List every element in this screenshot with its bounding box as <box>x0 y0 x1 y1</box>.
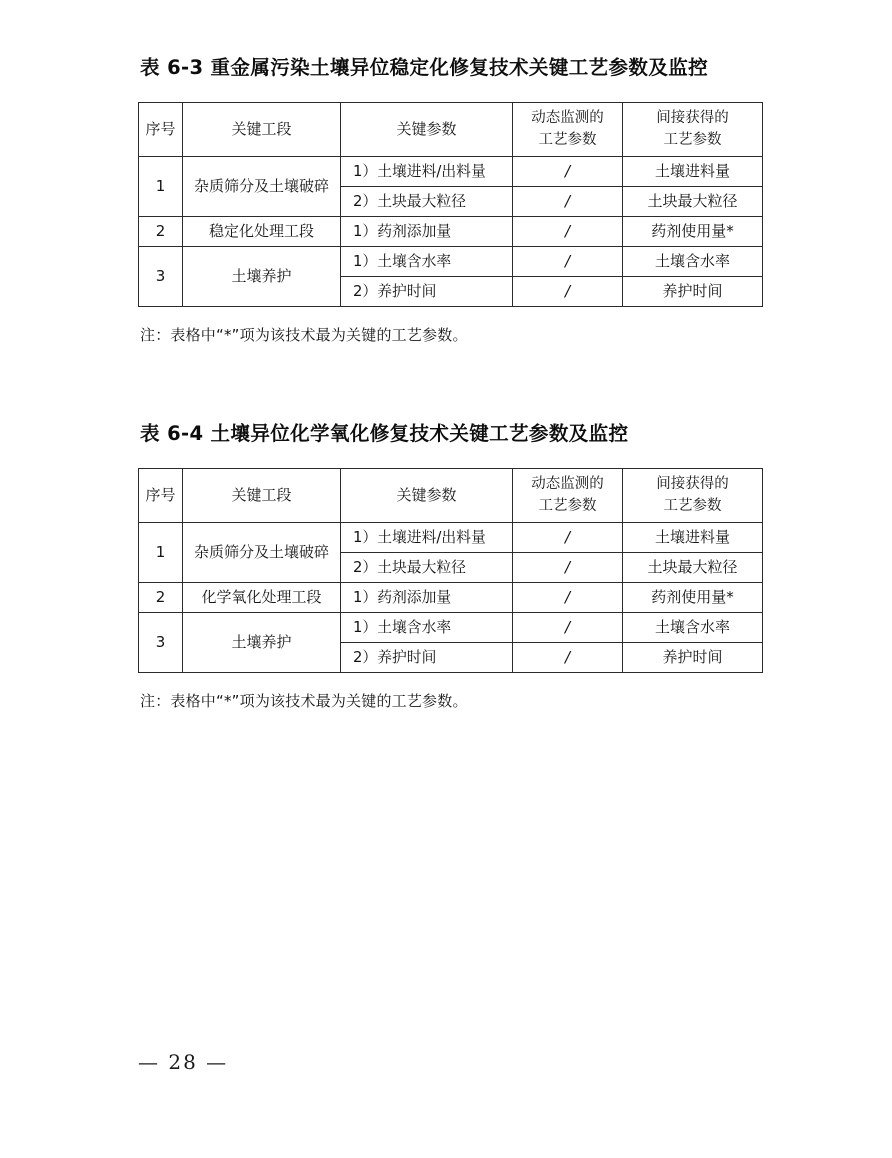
cell-indirect: 土块最大粒径 <box>623 553 763 583</box>
cell-no: 3 <box>139 247 183 307</box>
cell-param: 1）土壤含水率 <box>341 247 513 277</box>
table-header-row <box>139 103 763 157</box>
cell-dynamic: / <box>513 157 623 187</box>
column-header-dynamic-line1: 动态监测的 <box>531 476 604 493</box>
table-row <box>139 247 763 277</box>
column-header-indirect-line2: 工艺参数 <box>663 497 722 514</box>
cell-param: 1）土壤含水率 <box>341 613 513 643</box>
table-caption-6-3 <box>140 52 762 80</box>
cell-indirect: 土壤含水率 <box>623 247 763 277</box>
cell-no: 2 <box>139 583 183 613</box>
table-block-6-3 <box>138 52 762 360</box>
cell-param: 2）养护时间 <box>341 277 513 307</box>
cell-stage: 杂质筛分及土壤破碎 <box>183 523 341 583</box>
column-header-indirect <box>623 469 763 523</box>
cell-no: 2 <box>139 217 183 247</box>
cell-param: 2）养护时间 <box>341 643 513 673</box>
column-header-param: 关键参数 <box>341 469 513 523</box>
table-caption-number: 表 6-4 <box>140 422 204 445</box>
parameter-table-6-3 <box>138 102 763 307</box>
cell-dynamic: / <box>513 583 623 613</box>
cell-indirect: 土壤进料量 <box>623 157 763 187</box>
cell-stage: 化学氧化处理工段 <box>183 583 341 613</box>
cell-no: 1 <box>139 523 183 583</box>
column-header-stage: 关键工段 <box>183 469 341 523</box>
cell-stage: 杂质筛分及土壤破碎 <box>183 157 341 217</box>
table-row <box>139 583 763 613</box>
cell-dynamic: / <box>513 277 623 307</box>
cell-dynamic: / <box>513 247 623 277</box>
cell-param: 1）药剂添加量 <box>341 583 513 613</box>
column-header-param: 关键参数 <box>341 103 513 157</box>
column-header-dynamic <box>513 103 623 157</box>
table-body <box>139 157 763 307</box>
table-header <box>139 103 763 157</box>
cell-dynamic: / <box>513 187 623 217</box>
cell-param: 1）土壤进料/出料量 <box>341 157 513 187</box>
table-row <box>139 217 763 247</box>
cell-indirect: 养护时间 <box>623 277 763 307</box>
table-caption-number: 表 6-3 <box>140 56 204 79</box>
cell-param: 2）土块最大粒径 <box>341 187 513 217</box>
table-caption-title: 土壤异位化学氧化修复技术关键工艺参数及监控 <box>210 422 629 445</box>
cell-indirect: 药剂使用量* <box>623 583 763 613</box>
column-header-dynamic-line2: 工艺参数 <box>538 131 597 148</box>
cell-indirect: 养护时间 <box>623 643 763 673</box>
cell-indirect: 土壤含水率 <box>623 613 763 643</box>
cell-dynamic: / <box>513 643 623 673</box>
table-row <box>139 613 763 643</box>
cell-stage: 土壤养护 <box>183 613 341 673</box>
column-header-dynamic <box>513 469 623 523</box>
table-row <box>139 157 763 187</box>
table-note-6-4: 注：表格中“*”项为该技术最为关键的工艺参数。 <box>140 692 468 710</box>
cell-dynamic: / <box>513 613 623 643</box>
column-header-indirect-line1: 间接获得的 <box>656 110 729 127</box>
cell-dynamic: / <box>513 217 623 247</box>
page-number: — 28 — <box>138 1050 229 1074</box>
column-header-dynamic-line1: 动态监测的 <box>531 110 604 127</box>
table-note-6-3: 注：表格中“*”项为该技术最为关键的工艺参数。 <box>140 326 468 344</box>
table-caption-6-4 <box>140 418 762 446</box>
column-header-stage: 关键工段 <box>183 103 341 157</box>
column-header-no: 序号 <box>139 103 183 157</box>
table-header <box>139 469 763 523</box>
cell-no: 1 <box>139 157 183 217</box>
cell-indirect: 土块最大粒径 <box>623 187 763 217</box>
column-header-indirect-line2: 工艺参数 <box>663 131 722 148</box>
cell-stage: 稳定化处理工段 <box>183 217 341 247</box>
cell-param: 1）土壤进料/出料量 <box>341 523 513 553</box>
cell-stage: 土壤养护 <box>183 247 341 307</box>
column-header-indirect <box>623 103 763 157</box>
cell-dynamic: / <box>513 553 623 583</box>
parameter-table-6-4 <box>138 468 763 673</box>
column-header-dynamic-line2: 工艺参数 <box>538 497 597 514</box>
cell-indirect: 土壤进料量 <box>623 523 763 553</box>
cell-dynamic: / <box>513 523 623 553</box>
table-block-6-4 <box>138 418 762 726</box>
table-caption-title: 重金属污染土壤异位稳定化修复技术关键工艺参数及监控 <box>210 56 709 79</box>
column-header-no: 序号 <box>139 469 183 523</box>
table-row <box>139 523 763 553</box>
cell-param: 1）药剂添加量 <box>341 217 513 247</box>
column-header-indirect-line1: 间接获得的 <box>656 476 729 493</box>
table-header-row <box>139 469 763 523</box>
cell-no: 3 <box>139 613 183 673</box>
table-body <box>139 523 763 673</box>
cell-param: 2）土块最大粒径 <box>341 553 513 583</box>
cell-indirect: 药剂使用量* <box>623 217 763 247</box>
